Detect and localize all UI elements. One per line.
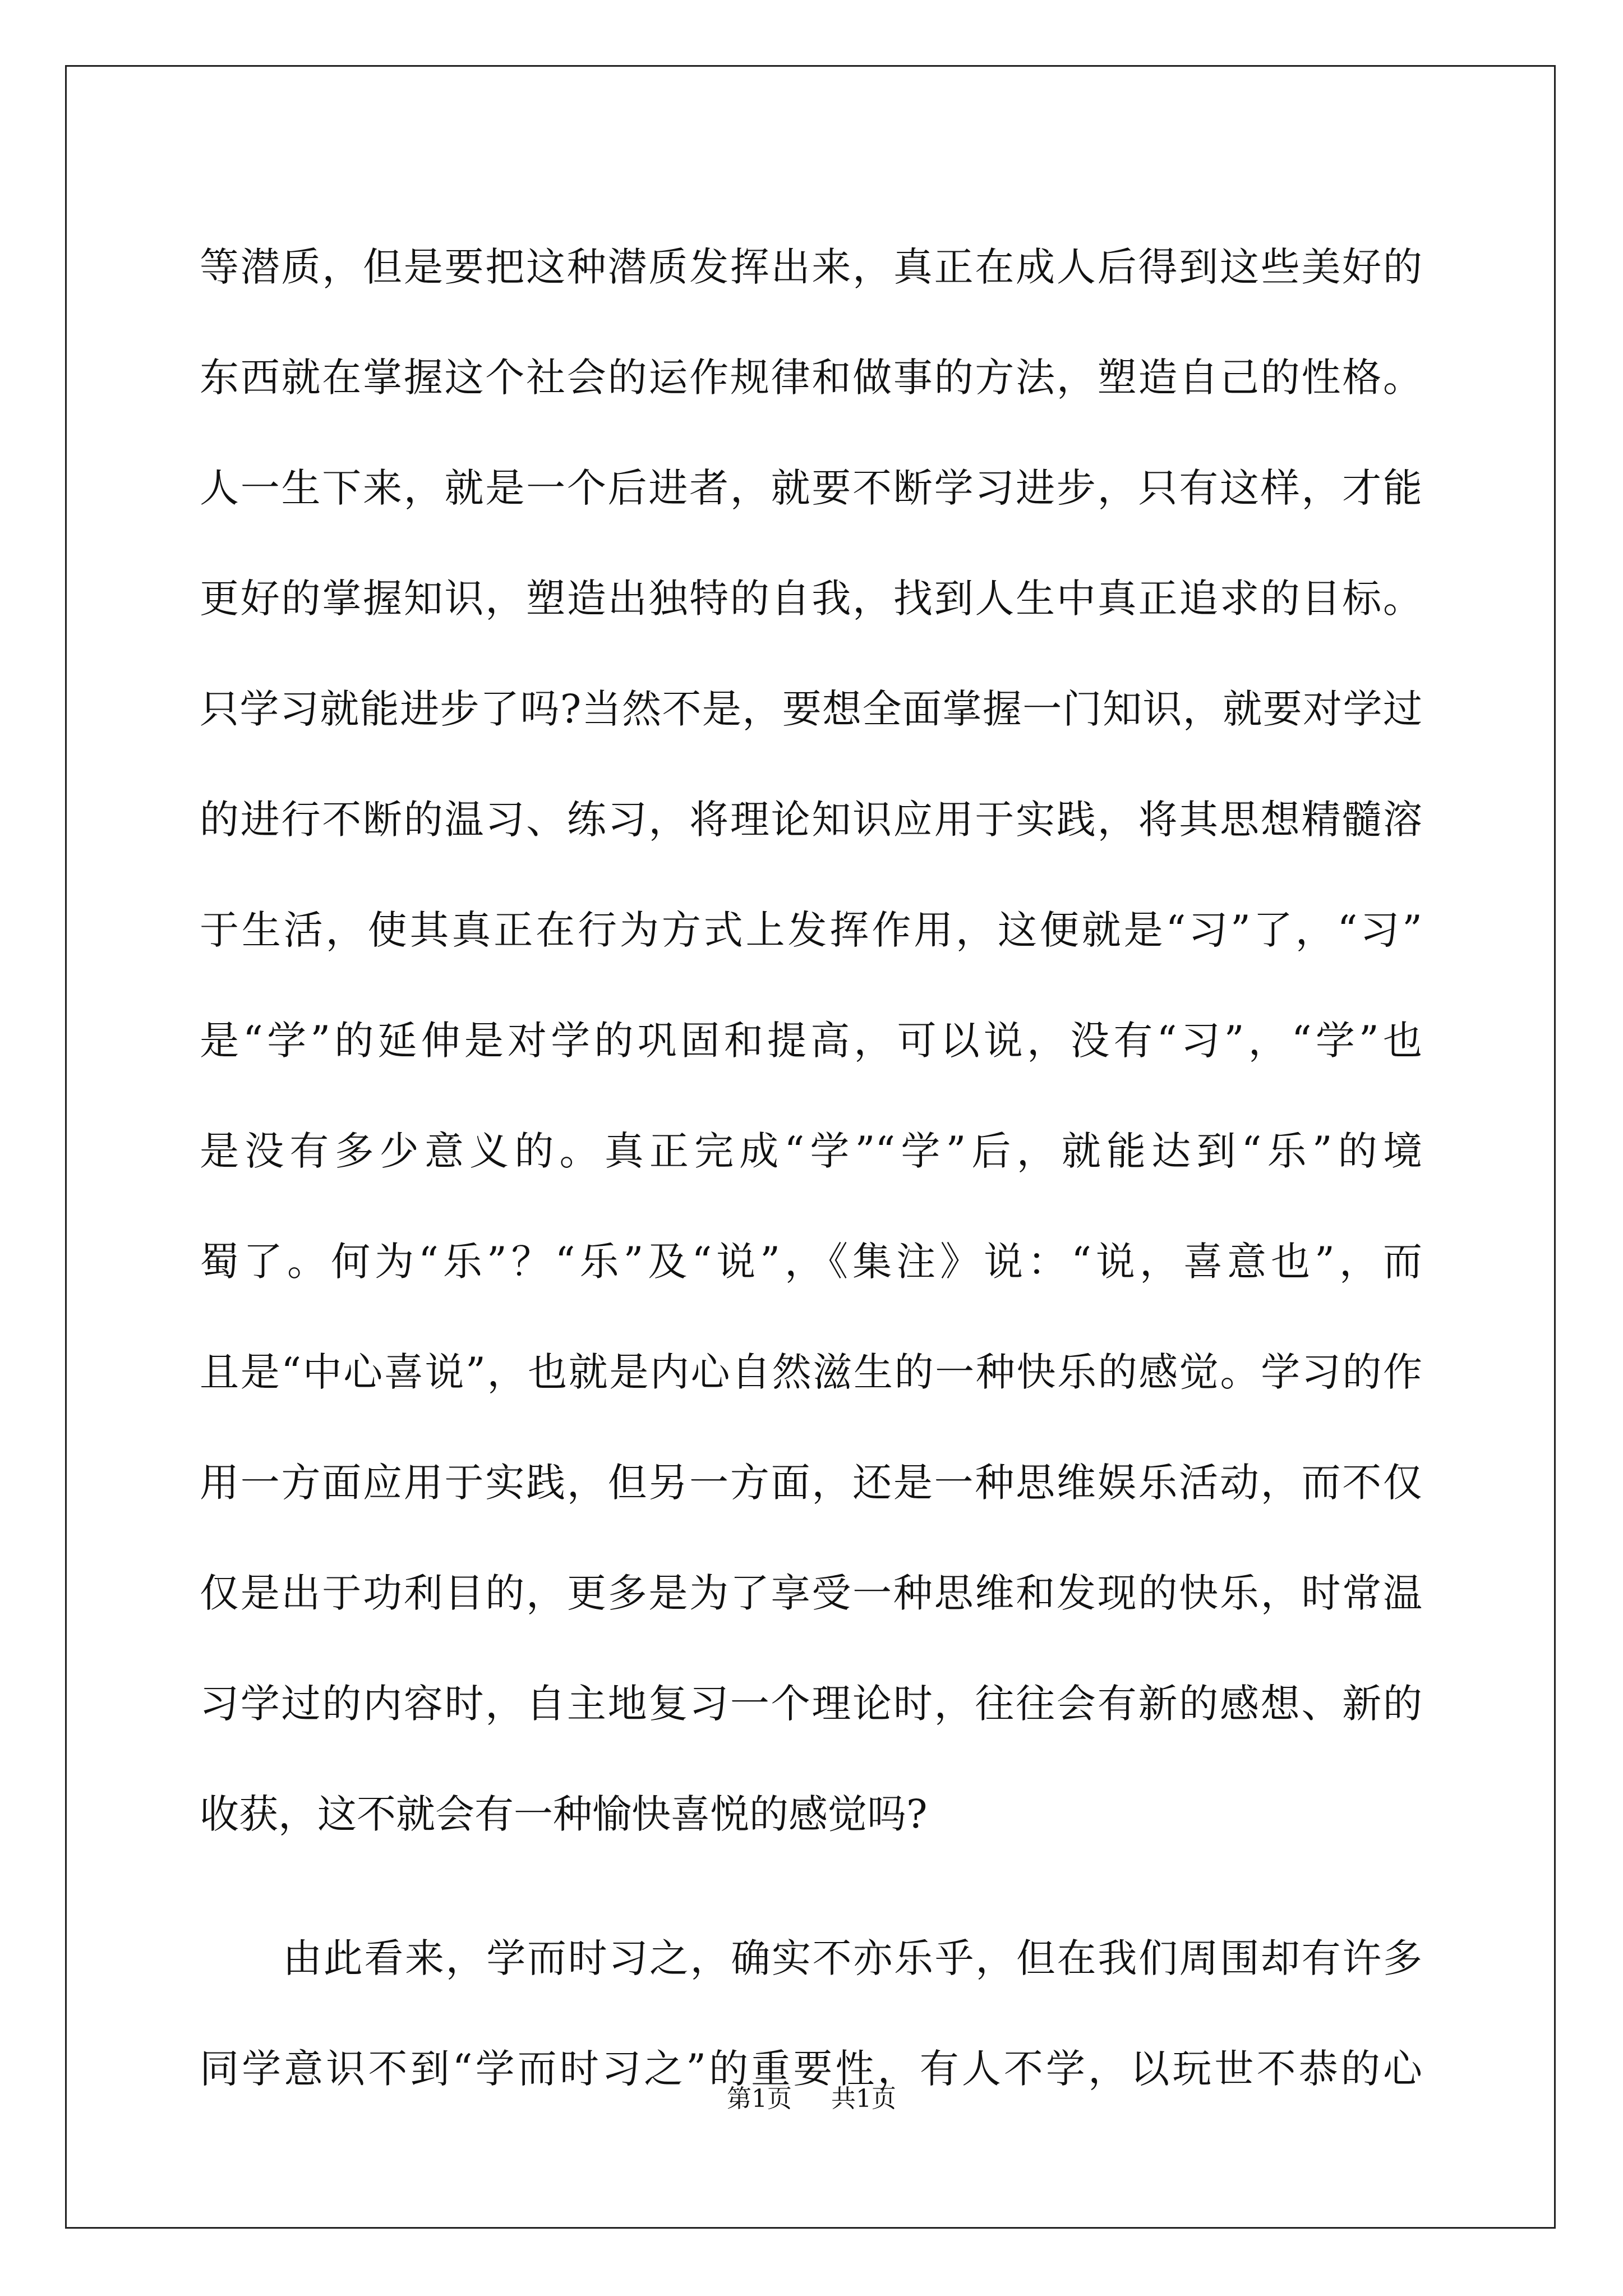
- text-line: 等潜质，但是要把这种潜质发挥出来，真正在成人后得到这些美好的: [200, 244, 1422, 290]
- text-line: 是没有多少意义的。真正完成“学”“学”后，就能达到“乐”的境: [200, 1128, 1422, 1174]
- text-line: 蜀了。何为“乐”？“乐”及“说”，《集注》说：“说，喜意也”，而: [200, 1239, 1422, 1285]
- text-line: 仅是出于功利目的，更多是为了享受一种思维和发现的快乐，时常温: [200, 1570, 1422, 1616]
- paragraph-gap: [200, 1870, 1422, 1903]
- text-line: 习学过的内容时，自主地复习一个理论时，往往会有新的感想、新的: [200, 1681, 1422, 1727]
- text-line: 且是“中心喜说”，也就是内心自然滋生的一种快乐的感觉。学习的作: [200, 1349, 1422, 1395]
- paragraph-2-line: 同学意识不到“学而时习之”的重要性，有人不学，以玩世不恭的心: [200, 2046, 1422, 2092]
- text-line: 于生活，使其真正在行为方式上发挥作用，这便就是“习”了，“习”: [200, 907, 1422, 953]
- text-line: 只学习就能进步了吗?当然不是，要想全面掌握一门知识，就要对学过: [200, 686, 1422, 732]
- text-line: 收获，这不就会有一种愉快喜悦的感觉吗?: [200, 1791, 928, 1837]
- page-footer: [0, 2082, 1623, 2116]
- text-line: 东西就在掌握这个社会的运作规律和做事的方法，塑造自己的性格。: [200, 355, 1422, 401]
- text-line: 人一生下来，就是一个后进者，就要不断学习进步，只有这样，才能: [200, 465, 1422, 511]
- page-total: 共1页: [831, 2085, 896, 2113]
- text-line: 更好的掌握知识，塑造出独特的自我，找到人生中真正追求的目标。: [200, 576, 1422, 622]
- text-line: 是“学”的延伸是对学的巩固和提高，可以说，没有“习”，“学”也: [200, 1018, 1422, 1064]
- text-line: 用一方面应用于实践，但另一方面，还是一种思维娱乐活动，而不仅: [200, 1460, 1422, 1506]
- paragraph-2-line: 由此看来，学而时习之，确实不亦乐乎，但在我们周围却有许多: [283, 1935, 1422, 1981]
- text-line: 的进行不断的温习、练习，将理论知识应用于实践，将其思想精髓溶: [200, 797, 1422, 843]
- document-body: [200, 212, 1422, 2124]
- page-number: 第1页: [727, 2085, 792, 2113]
